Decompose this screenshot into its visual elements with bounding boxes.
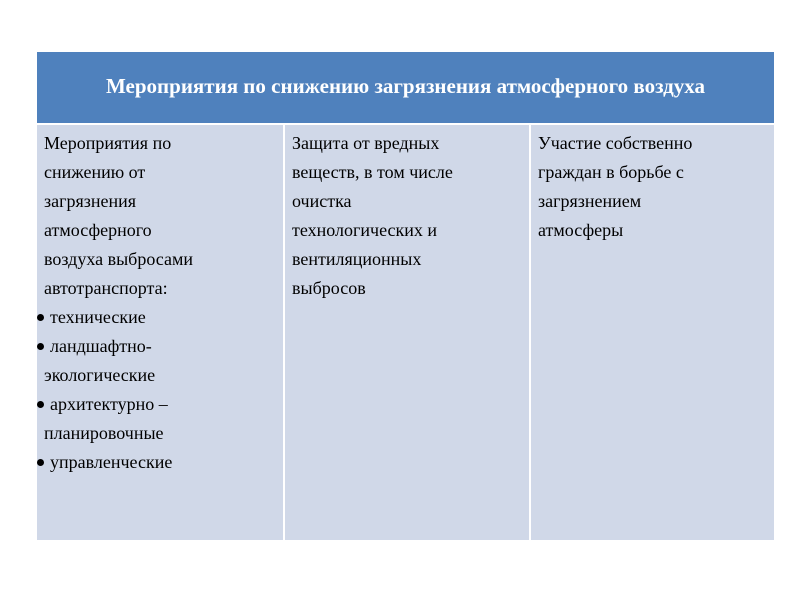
cell-text: Защита от вредных веществ, в том числе очистка технологических и вентиляционных выбросов — [292, 133, 453, 298]
list-item-label: технические — [50, 307, 146, 327]
bullet-icon — [37, 343, 44, 350]
table-row — [37, 124, 774, 540]
measures-table — [37, 52, 774, 540]
list-item-label: ландшафтно- экологические — [44, 336, 156, 385]
list-item-label: архитектурно – планировочные — [44, 394, 168, 443]
list-item — [44, 332, 277, 390]
list-item — [44, 448, 277, 477]
cell-harmful-substances — [284, 124, 530, 540]
cell-text: Участие собственно граждан в борьбе с загрязнением атмосферы — [538, 133, 693, 240]
header-row — [37, 52, 774, 124]
bullet-icon — [37, 401, 44, 408]
cell-vehicle-emissions — [37, 124, 284, 540]
list-item — [44, 390, 277, 448]
list-item — [44, 303, 277, 332]
list-item-label: управленческие — [50, 452, 173, 472]
cell-text: Мероприятия по снижению от загрязнения атмосферного воздуха выбросами автотранспорта: — [44, 133, 193, 298]
measures-list — [44, 303, 277, 477]
cell-citizen-participation — [530, 124, 774, 540]
table-header: Мероприятия по снижению загрязнения атмосферного воздуха — [37, 52, 774, 124]
bullet-icon — [37, 459, 44, 466]
bullet-icon — [37, 314, 44, 321]
